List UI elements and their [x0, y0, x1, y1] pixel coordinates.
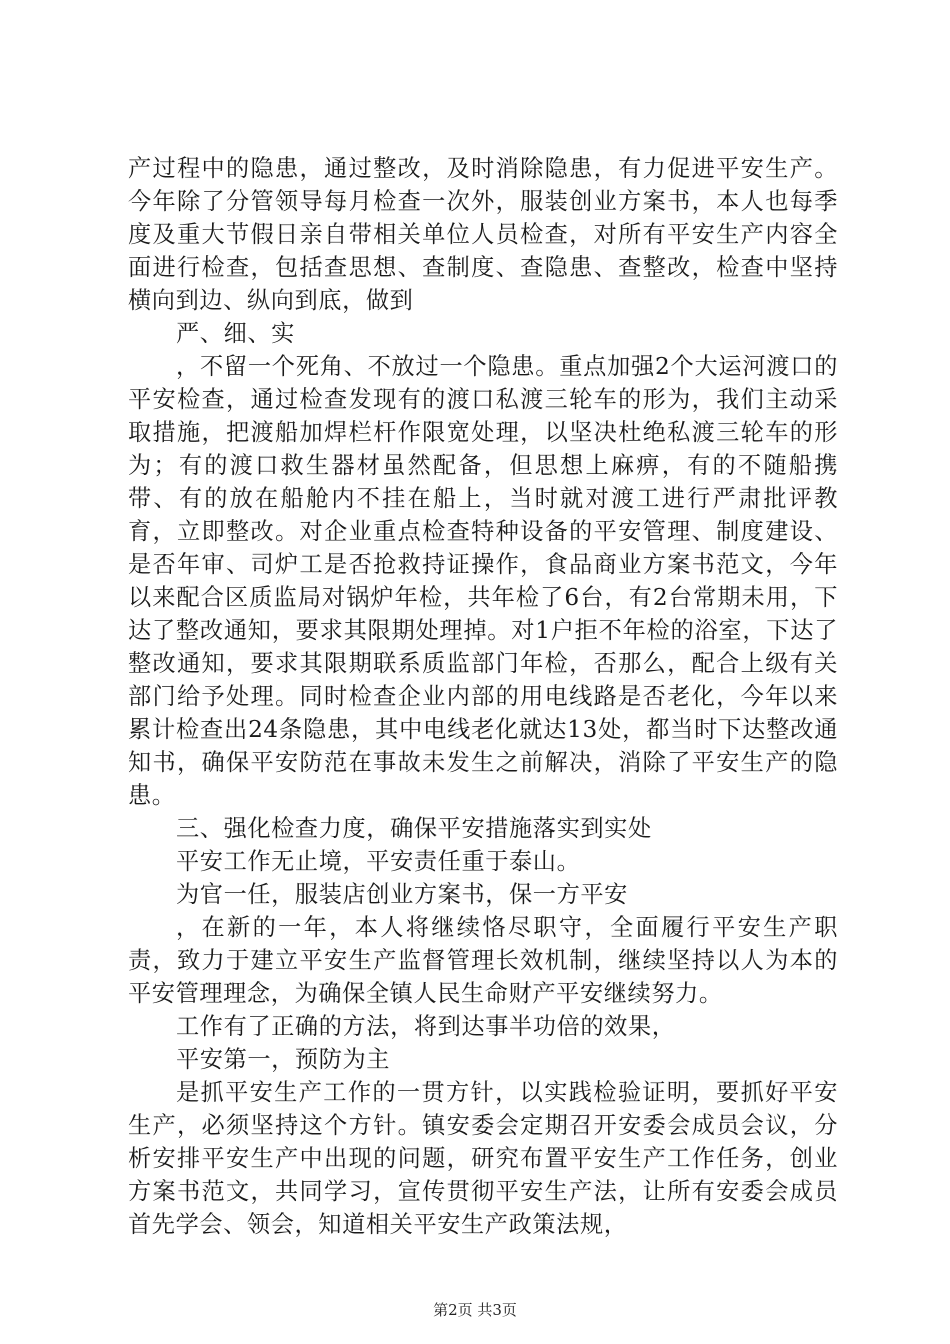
paragraph-9: 平安第一，预防为主	[176, 1046, 391, 1073]
paragraph-1: 产过程中的隐患，通过整改，及时消除隐患，有力促进平安生产。今年除了分管领导每月检查一次外，服装创业方案书，本人也每季度及重大节假日亲自带相关单位人员检查，对所有平安生产内容全面进行检查，包括查思想、查制度、查隐患、查整改，检查中坚持横向到边、纵向到底，做到	[128, 155, 838, 314]
paragraph-7: ，在新的一年，本人将继续恪尽职守，全面履行平安生产职责，致力于建立平安生产监督管理长效机制，继续坚持以人为本的平安管理理念，为确保全镇人民生命财产平安继续努力。	[128, 914, 838, 1007]
paragraph-10: 是抓平安生产工作的一贯方针，以实践检验证明，要抓好平安生产，必须坚持这个方针。镇安委会定期召开安委会成员会议，分析安排平安生产中出现的问题，研究布置平安生产工作任务，创业方案书范文，共同学习，宣传贯彻平安生产法，让所有安委会成员首先学会、领会，知道相关平安生产政策法规，	[128, 1079, 838, 1238]
paragraph-3: ，不留一个死角、不放过一个隐患。重点加强2个大运河渡口的平安检查，通过检查发现有的渡口私渡三轮车的形为，我们主动采取措施，把渡船加焊栏杆作限宽处理，以坚决杜绝私渡三轮车的形为；有的渡口救生器材虽然配备，但思想上麻痹，有的不随船携带、有的放在船舱内不挂在船上，当时就对渡工进行严肃批评教育，立即整改。对企业重点检查特种设备的平安管理、制度建设、是否年审、司炉工是否抢救持证操作，食品商业方案书范文，今年以来配合区质监局对锅炉年检，共年检了6台，有2台常期未用，下达了整改通知，要求其限期处理掉。对1户拒不年检的浴室，下达了整改通知，要求其限期联系质监部门年检，否那么，配合上级有关部门给予处理。同时检查企业内部的用电线路是否老化，今年以来累计检查出24条隐患，其中电线老化就达13处，都当时下达整改通知书，确保平安防范在事故未发生之前解决，消除了平安生产的隐患。	[128, 353, 838, 809]
document-body	[128, 152, 838, 1241]
paragraph-6: 为官一任，服装店创业方案书，保一方平安	[176, 881, 628, 908]
paragraph-2: 严、细、实	[176, 320, 295, 347]
section-heading: 三、强化检查力度，确保平安措施落实到实处	[176, 815, 652, 842]
page-number-footer: 第2页 共3页	[433, 1301, 517, 1319]
paragraph-8: 工作有了正确的方法，将到达事半功倍的效果，	[176, 1013, 676, 1040]
paragraph-5: 平安工作无止境，平安责任重于泰山。	[176, 848, 581, 875]
